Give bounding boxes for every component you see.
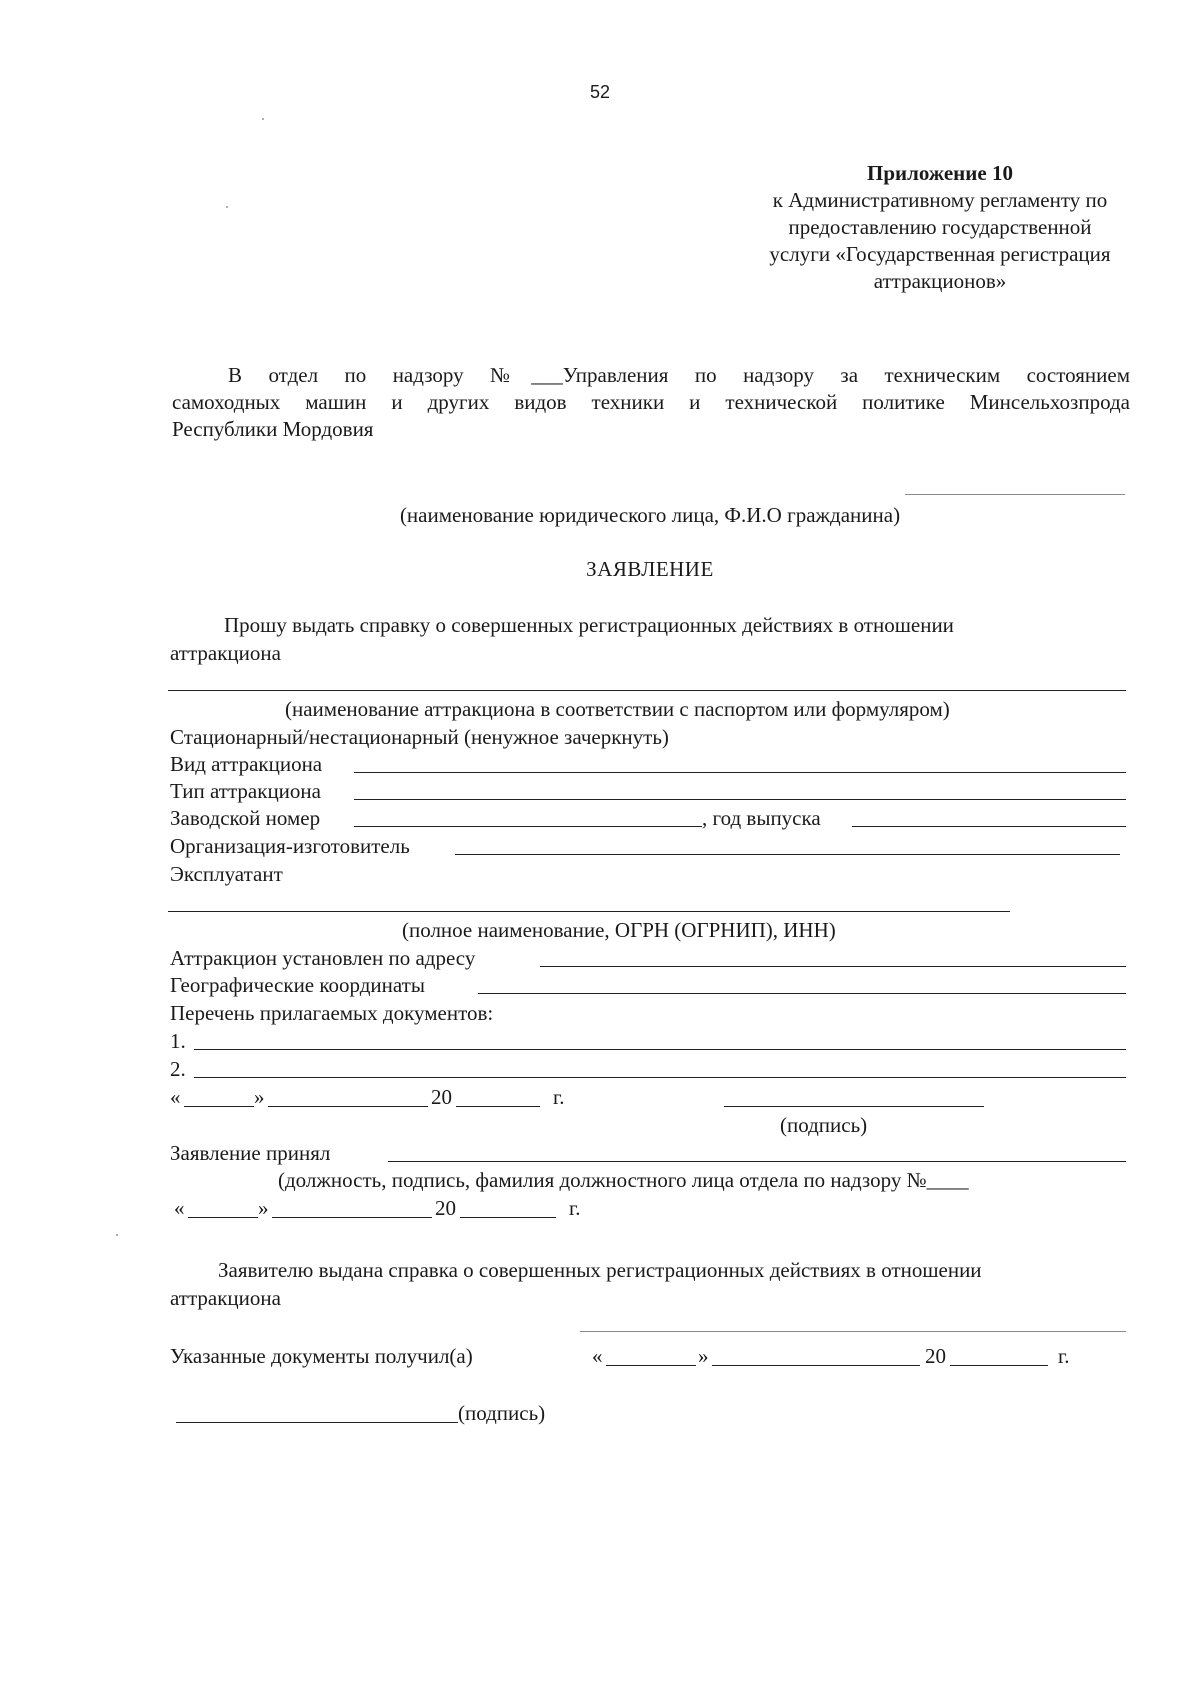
- accepted-field[interactable]: [388, 1161, 1126, 1162]
- date-century: 20: [435, 1196, 456, 1220]
- type-field[interactable]: [354, 799, 1126, 800]
- appendix-line: услуги «Государственная регистрация: [769, 242, 1111, 266]
- accepted-label: Заявление принял: [170, 1141, 331, 1165]
- documents-label: Перечень прилагаемых документов:: [170, 1001, 494, 1025]
- date-close-quote: »: [254, 1085, 265, 1109]
- receiver-signature-field[interactable]: [176, 1422, 458, 1423]
- serial-label: Заводской номер: [170, 806, 321, 830]
- date-day-field[interactable]: [606, 1365, 696, 1366]
- document-item-number: 1.: [170, 1029, 186, 1053]
- operator-label: Эксплуатант: [170, 862, 283, 886]
- final-signature-caption: (подпись): [458, 1401, 546, 1425]
- date-year-field[interactable]: [950, 1365, 1048, 1366]
- kind-label: Вид аттракциона: [170, 752, 323, 776]
- operator-caption: (полное наименование, ОГРН (ОГРНИП), ИНН): [402, 918, 836, 942]
- year-label: , год выпуска: [702, 806, 821, 830]
- date-day-field[interactable]: [184, 1106, 254, 1107]
- appendix-title: Приложение 10: [867, 161, 1013, 185]
- accepted-caption: (должность, подпись, фамилия должностного лица отдела по надзору №____: [278, 1168, 969, 1192]
- date-year-field[interactable]: [456, 1106, 540, 1107]
- addressee-paragraph: [172, 362, 1130, 443]
- type-label: Тип аттракциона: [170, 779, 321, 803]
- serial-field[interactable]: [354, 826, 702, 827]
- applicant-caption: (наименование юридического лица, Ф.И.О гражданина): [399, 503, 901, 527]
- request-line: аттракциона: [170, 641, 281, 665]
- applicant-name-field[interactable]: [905, 494, 1125, 495]
- coords-field[interactable]: [478, 993, 1126, 994]
- appendix-line: предоставлению государственной: [788, 215, 1092, 239]
- scan-speck: [116, 1234, 118, 1236]
- page-number: 52: [589, 82, 611, 102]
- date-century: 20: [431, 1085, 452, 1109]
- kind-field[interactable]: [354, 772, 1126, 773]
- address-field[interactable]: [540, 966, 1126, 967]
- date-close-quote: »: [698, 1344, 709, 1368]
- document-title: ЗАЯВЛЕНИЕ: [586, 557, 714, 581]
- appendix-header: [700, 160, 1180, 295]
- issued-attraction-field[interactable]: [580, 1331, 1126, 1332]
- manufacturer-label: Организация-изготовитель: [170, 834, 410, 858]
- stationary-label: Стационарный/нестационарный (ненужное зачеркнуть): [170, 725, 669, 749]
- date-year-field[interactable]: [460, 1217, 556, 1218]
- date-close-quote: »: [258, 1196, 269, 1220]
- date-open-quote: «: [174, 1196, 185, 1220]
- request-line: Прошу выдать справку о совершенных регистрационных действиях в отношении: [224, 613, 954, 637]
- attraction-name-field[interactable]: [168, 690, 1126, 691]
- address-label: Аттракцион установлен по адресу: [170, 946, 476, 970]
- document-item-number: 2.: [170, 1057, 186, 1081]
- document-item-field[interactable]: [194, 1049, 1126, 1050]
- date-year-suffix: г.: [569, 1196, 581, 1220]
- scan-speck: [226, 206, 228, 208]
- signature-caption: (подпись): [780, 1113, 868, 1137]
- date-open-quote: «: [170, 1085, 181, 1109]
- coords-label: Географические координаты: [170, 973, 425, 997]
- issued-line: аттракциона: [170, 1286, 281, 1310]
- attraction-name-caption: (наименование аттракциона в соответствии с паспортом или формуляром): [285, 697, 950, 721]
- applicant-signature-field[interactable]: [724, 1106, 984, 1107]
- appendix-line: к Административному регламенту по: [772, 188, 1108, 212]
- received-label: Указанные документы получил(а): [170, 1344, 473, 1368]
- date-open-quote: «: [592, 1344, 603, 1368]
- document-item-field[interactable]: [194, 1077, 1126, 1078]
- date-century: 20: [925, 1344, 946, 1368]
- date-month-field[interactable]: [712, 1365, 920, 1366]
- scan-speck: [262, 118, 264, 120]
- date-month-field[interactable]: [268, 1106, 428, 1107]
- year-field[interactable]: [852, 826, 1126, 827]
- issued-line: Заявителю выдана справка о совершенных регистрационных действиях в отношении: [218, 1258, 982, 1282]
- date-day-field[interactable]: [188, 1217, 258, 1218]
- date-year-suffix: г.: [1058, 1344, 1070, 1368]
- manufacturer-field[interactable]: [455, 854, 1120, 855]
- addressee-line: Республики Мордовия: [172, 417, 374, 441]
- date-year-suffix: г.: [553, 1085, 565, 1109]
- operator-field[interactable]: [168, 911, 1010, 912]
- addressee-line: В отдел по надзору №___Управления по надзору за техническим состоянием: [228, 363, 1130, 387]
- addressee-line: самоходных машин и других видов техники и технической политике Минсельхозпрода: [172, 390, 1130, 414]
- appendix-line: аттракционов»: [873, 269, 1007, 293]
- date-month-field[interactable]: [272, 1217, 432, 1218]
